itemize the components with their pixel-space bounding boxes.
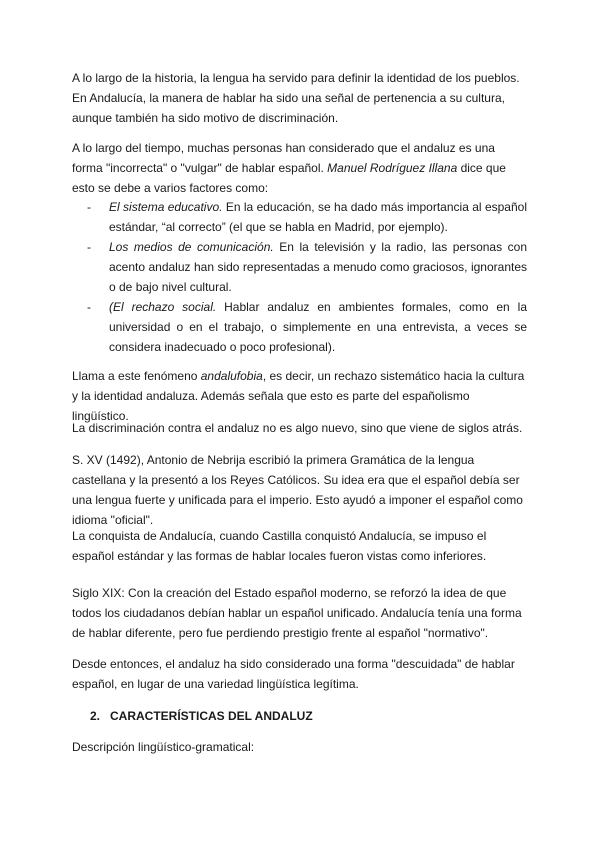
paragraph-xix-century: Siglo XIX: Con la creación del Estado español moderno, se reforzó la idea de que todos los ciudadanos debían hablar un español unificado. Andalucía tenía una forma de hablar diferente, pero fue perdiendo prestigio frente al español "normativo". [72,586,522,640]
list-item-text: En la televisión y la radio, las personas con acento andaluz han sido representadas a menudo como graciosos, ignorantes o de bajo nivel cultural. [109,240,527,294]
list-item-text: En la educación, se ha dado más importancia al español estándar, “al correcto” (el que se habla en Madrid, por ejemplo). [109,200,527,234]
paragraph-since-then: Desde entonces, el andaluz ha sido considerado una forma "descuidada" de hablar español, en lugar de una variedad lingüística legítima. [72,657,515,691]
bullet-marker: - [87,300,91,314]
bullet-marker: - [87,240,91,254]
bullet-marker: - [87,200,91,214]
section-heading [90,706,313,726]
list-item-text: Hablar andaluz en ambientes formales, como en la universidad o en el trabajo, o simplemente en una entrevista, a veces se considera inadecuado o poco profesional). [109,300,527,354]
list-item [72,297,527,357]
paragraph-description: Descripción lingüístico-gramatical: [72,740,255,754]
list-item-title: Los medios de comunicación. [109,240,274,254]
paragraph-andalufobia [72,366,527,426]
paragraph-nebrija: S. XV (1492), Antonio de Nebrija escribió la primera Gramática de la lengua castellana y la presentó a los Reyes Católicos. Su idea era que el español debía ser una lengua fuerte y unificada para el imperio. Esto ayudó a imponer el español como idioma "oficial". [72,453,523,527]
section-number: 2. [90,709,101,723]
paragraph-andalufobia-start: Llama a este fenómeno [72,369,201,383]
term-andalufobia: andalufobia [200,369,263,383]
paragraph-history-intro: La discriminación contra el andaluz no es algo nuevo, sino que viene de siglos atrás. [72,421,523,435]
list-item-title: (El rechazo social. [109,300,217,314]
paragraph-factors-start: A lo largo del tiempo, muchas personas han considerado que el andaluz es una forma "incorrecta" o "vulgar" de hablar español. [72,141,495,175]
list-item-title: El sistema educativo. [109,200,223,214]
paragraph-andalufobia-end: , es decir, un rechazo sistemático hacia la cultura y la identidad andaluza. Además señala que esto es parte del españolismo lingüístico. [72,369,525,423]
section-title: CARACTERÍSTICAS DEL ANDALUZ [110,709,313,723]
paragraph-factors-end: dice que esto se debe a varios factores como: [72,161,506,195]
paragraph-conquest: La conquista de Andalucía, cuando Castilla conquistó Andalucía, se impuso el español estándar y las formas de hablar locales fueron vistas como inferiores. [72,529,487,563]
author-name: Manuel Rodríguez Illana [327,161,458,175]
list-item [72,237,527,297]
paragraph-factors [72,138,527,198]
paragraph-intro: A lo largo de la historia, la lengua ha servido para definir la identidad de los pueblos. En Andalucía, la manera de hablar ha sido una señal de pertenencia a su cultura, aunque también ha sido motivo de discriminación. [72,71,520,125]
factors-list [72,197,527,357]
list-item [72,197,527,237]
